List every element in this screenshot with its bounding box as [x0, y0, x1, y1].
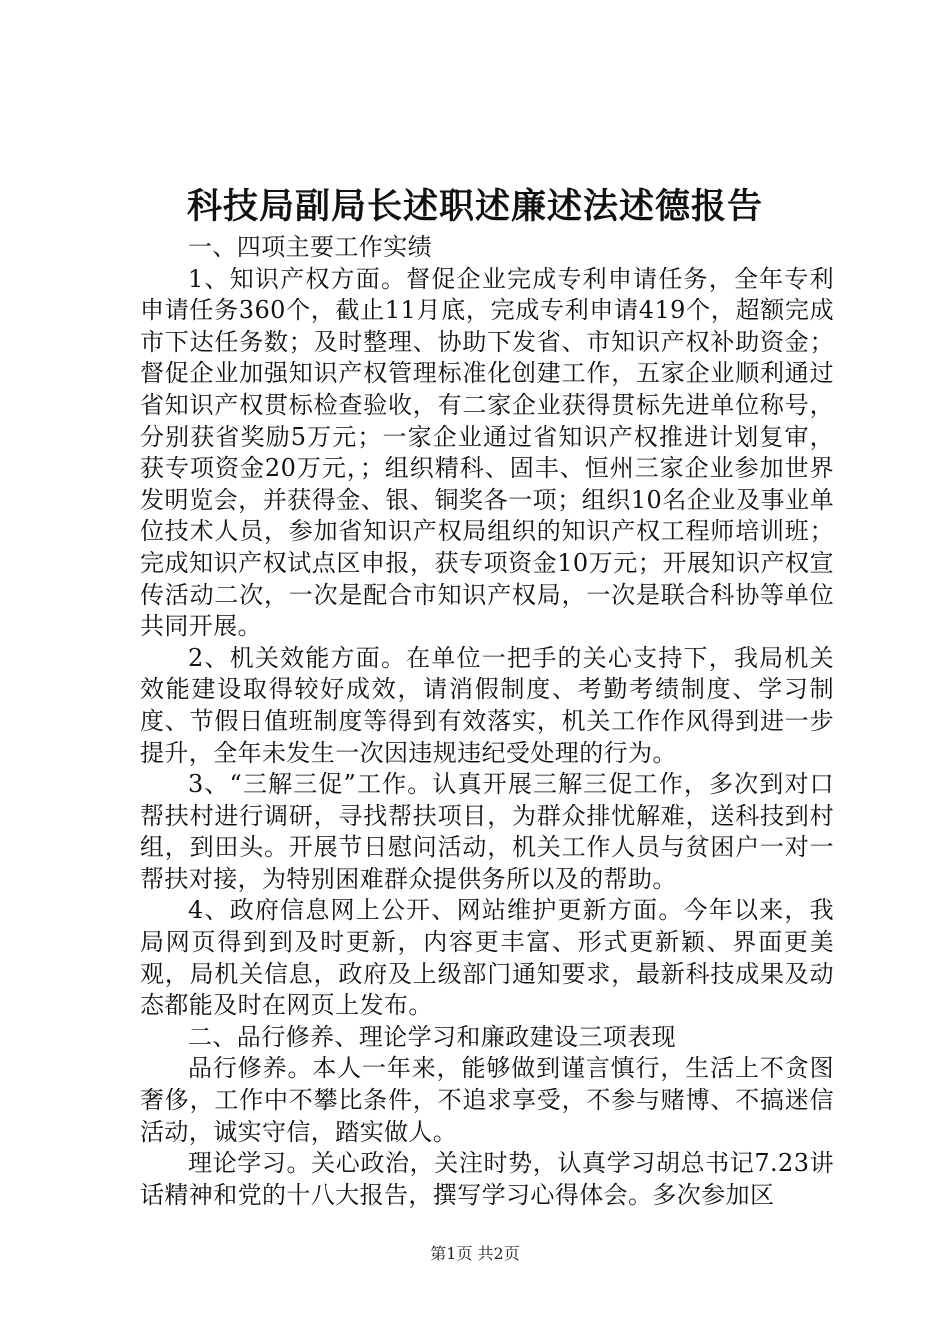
- section-heading-2: 二、品行修养、理论学习和廉政建设三项表现: [188, 1022, 676, 1051]
- paragraph-website: 4、政府信息网上公开、网站维护更新方面。今年以来，我局网页得到到及时更新，内容更丰富、形式更新颖、界面更美观，局机关信息，政府及上级部门通知要求，最新科技成果及动态都能及时在网页上发布。: [140, 896, 834, 1020]
- section-heading-1: 一、四项主要工作实绩: [188, 233, 432, 261]
- paragraph-ip: 1、知识产权方面。督促企业完成专利申请任务，全年专利申请任务360个，截止11月底，完成专利申请419个，超额完成市下达任务数；及时整理、协助下发省、市知识产权补助资金；督促企业加强知识产权管理标准化创建工作，五家企业顺利通过省知识产权贯标检查验收，有二家企业获得贯标先进单位称号，分别获省奖励5万元；一家企业通过省知识产权推进计划复审，获专项资金20万元，；组织精科、固丰、恒州三家企业参加世界发明览会，并获得金、银、铜奖各一项；组织10名企业及事业单位技术人员，参加省知识产权局组织的知识产权工程师培训班；完成知识产权试点区申报，获专项资金10万元；开展知识产权宣传活动二次，一次是配合市知识产权局，一次是联合科协等单位共同开展。: [140, 264, 834, 641]
- page-indicator: 第1页 共2页: [430, 1244, 520, 1263]
- paragraph-three-solutions: 3、“三解三促”工作。认真开展三解三促工作，多次到对口帮扶村进行调研，寻找帮扶项目，为群众排忧解难，送科技到村组，到田头。开展节日慰问活动，机关工作人员与贫困户一对一帮扶对接，为特别困难群众提供务所以及的帮助。: [140, 770, 834, 893]
- paragraph-theory: 理论学习。关心政治，关注时势，认真学习胡总书记7.23讲话精神和党的十八大报告，撰写学习心得体会。多次参加区: [140, 1149, 834, 1209]
- document-title: 科技局副局长述职述廉述法述德报告: [186, 186, 763, 227]
- document-body: [140, 232, 834, 1211]
- paragraph-conduct: 品行修养。本人一年来，能够做到谨言慎行，生活上不贪图奢侈，工作中不攀比条件，不追求享受，不参与赌博、不搞迷信活动，诚实守信，踏实做人。: [140, 1054, 834, 1146]
- paragraph-efficiency: 2、机关效能方面。在单位一把手的关心支持下，我局机关效能建设取得较好成效，请消假制度、考勤考绩制度、学习制度、节假日值班制度等得到有效落实，机关工作作风得到进一步提升，全年未发生一次因违规违纪受处理的行为。: [140, 643, 834, 767]
